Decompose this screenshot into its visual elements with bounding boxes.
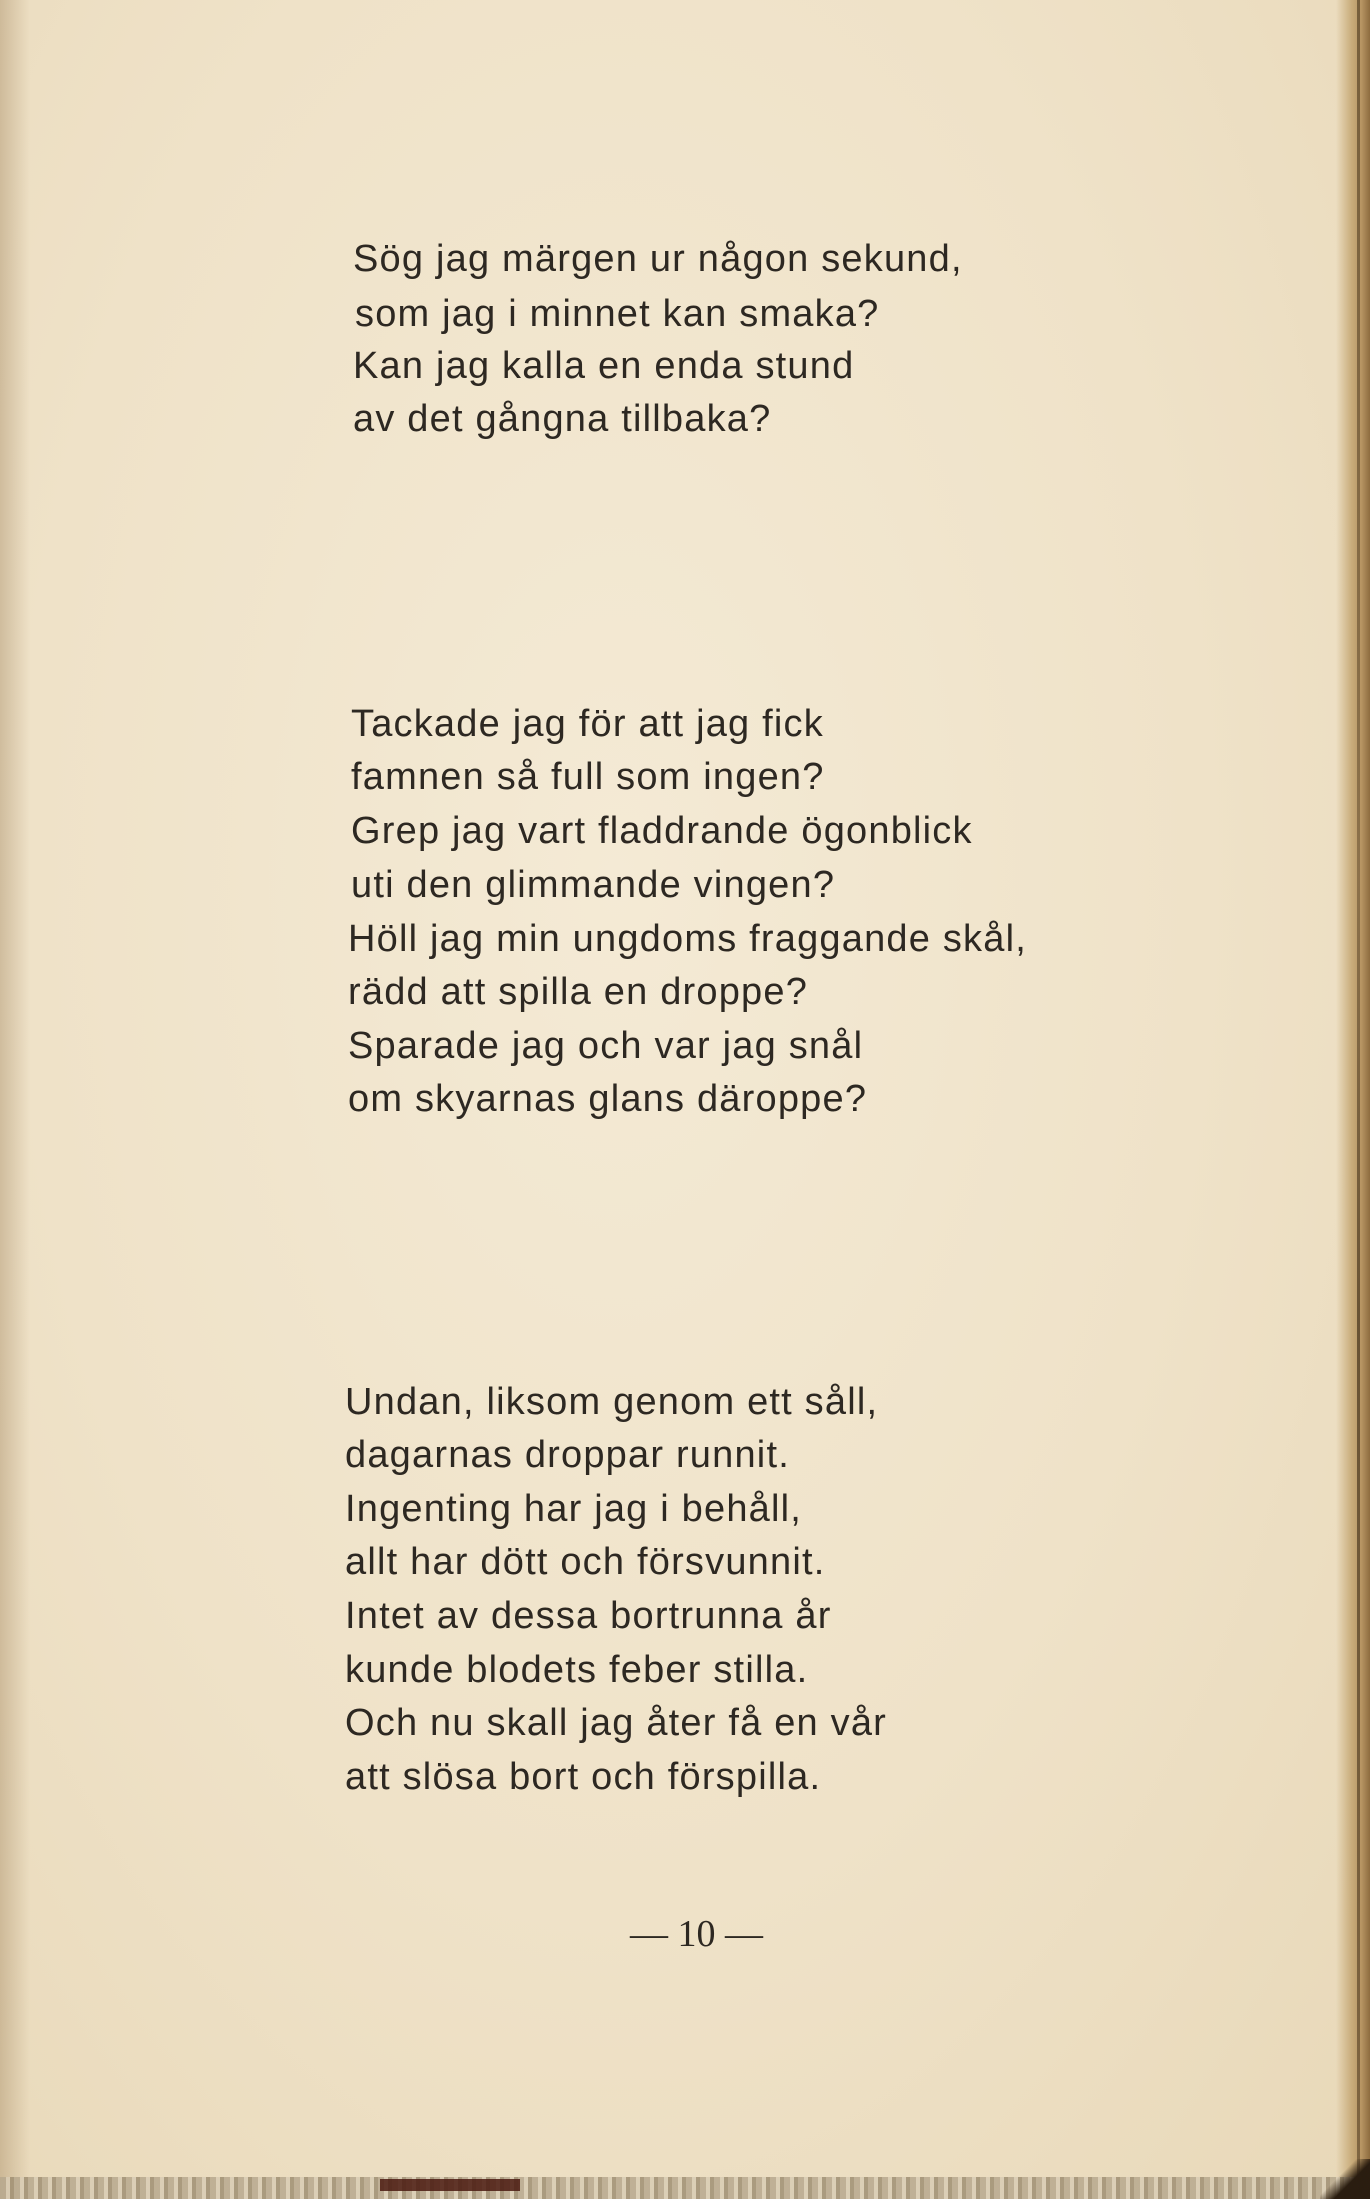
poem-line: kunde blodets feber stilla. xyxy=(345,1649,809,1691)
page-edge-line xyxy=(1357,0,1360,2199)
poem-line: rädd att spilla en droppe? xyxy=(348,971,809,1013)
poem-line: Ingenting har jag i behåll, xyxy=(345,1488,803,1530)
poem-line: uti den glimmande vingen? xyxy=(351,864,836,906)
poem-line: som jag i minnet kan smaka? xyxy=(355,293,880,335)
poem-line: famnen så full som ingen? xyxy=(351,756,825,798)
poem-line: Tackade jag för att jag fick xyxy=(351,703,824,745)
poem-line: om skyarnas glans däroppe? xyxy=(348,1078,868,1120)
page-right-edge xyxy=(1336,0,1370,2199)
page-number: — 10 — xyxy=(630,1913,763,1955)
page-corner-shadow xyxy=(1320,2159,1370,2199)
poem-line: Kan jag kalla en enda stund xyxy=(353,345,855,387)
page-bottom-mark xyxy=(380,2179,520,2191)
poem-line: Intet av dessa bortrunna år xyxy=(345,1595,832,1637)
poem-line: Sög jag märgen ur någon sekund, xyxy=(353,238,963,280)
poem-line: Och nu skall jag åter få en vår xyxy=(345,1702,888,1744)
poem-line: av det gångna tillbaka? xyxy=(353,398,772,440)
poem-line: Sparade jag och var jag snål xyxy=(348,1025,864,1067)
page-bottom-strip xyxy=(0,2177,1370,2199)
page-gutter-shadow xyxy=(0,0,30,2199)
poem-line: allt har dött och försvunnit. xyxy=(345,1541,826,1583)
poem-line: dagarnas droppar runnit. xyxy=(345,1434,790,1476)
poem-line: Undan, liksom genom ett såll, xyxy=(345,1381,879,1423)
poem-line: att slösa bort och förspilla. xyxy=(345,1756,822,1798)
poem-line: Höll jag min ungdoms fraggande skål, xyxy=(348,918,1027,960)
poem-line: Grep jag vart fladdrande ögonblick xyxy=(351,810,973,852)
